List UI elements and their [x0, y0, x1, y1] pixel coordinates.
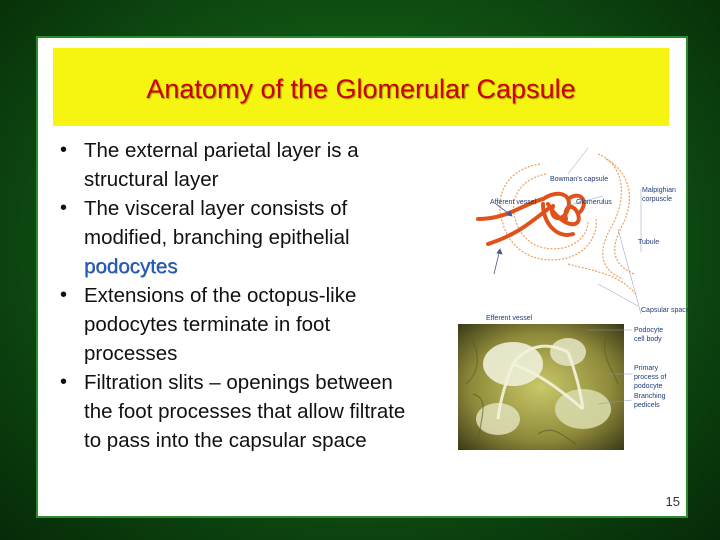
leader-lines	[566, 148, 641, 314]
bullet-line: processes	[84, 342, 178, 365]
bullet-line: Filtration slits – openings between	[84, 371, 393, 394]
label-malpighian-1: Malpighian	[642, 187, 676, 194]
bullet-item	[52, 368, 472, 455]
title-band	[53, 48, 669, 126]
label-primary-process-2: process of	[634, 374, 667, 381]
bullet-line: podocytes terminate in foot	[84, 313, 331, 336]
bullet-item	[52, 136, 472, 194]
emphasis-term: podocytes	[84, 255, 178, 278]
label-malpighian-2: corpuscle	[642, 196, 672, 203]
slide-card	[38, 38, 690, 516]
bullet-line: The visceral layer consists of	[84, 197, 348, 220]
bullet-line: modified, branching epithelial	[84, 226, 350, 249]
bullet-item	[52, 281, 472, 368]
bullet-line: the foot processes that allow filtrate	[84, 400, 406, 423]
label-branching-pedicels-2: pedicels	[634, 402, 660, 409]
label-afferent-vessel: Afferent vessel	[490, 199, 537, 206]
label-primary-process-3: podocyte	[634, 383, 663, 390]
micrograph-image	[458, 324, 624, 450]
label-efferent-vessel: Efferent vessel	[486, 315, 533, 322]
slide-title: Anatomy of the Glomerular Capsule	[146, 74, 576, 104]
bullet-list	[52, 136, 472, 455]
bullet-line: Extensions of the octopus-like	[84, 284, 357, 307]
label-capsular-space: Capsular space	[641, 307, 690, 314]
bullet-dot: •	[60, 139, 68, 161]
label-tubule: Tubule	[638, 239, 660, 246]
page-number: 15	[665, 494, 680, 509]
bullet-dot: •	[60, 197, 68, 219]
bullet-line: to pass into the capsular space	[84, 429, 367, 452]
bullet-item	[52, 194, 472, 281]
label-podocyte-cell-body-2: cell body	[634, 336, 662, 343]
bullet-dot: •	[60, 371, 68, 393]
label-branching-pedicels-1: Branching	[634, 393, 666, 400]
label-glomerulus: Glomerulus	[576, 199, 612, 206]
bullet-line: structural layer	[84, 168, 219, 191]
bullet-dot: •	[60, 284, 68, 306]
bullet-line: The external parietal layer is a	[84, 139, 359, 162]
label-bowmans-capsule: Bowman's capsule	[550, 176, 609, 183]
glomerular-capsule-diagram	[448, 134, 698, 322]
label-podocyte-cell-body-1: Podocyte	[634, 327, 664, 334]
label-primary-process-1: Primary	[634, 365, 659, 372]
podocyte-micrograph	[458, 324, 698, 450]
